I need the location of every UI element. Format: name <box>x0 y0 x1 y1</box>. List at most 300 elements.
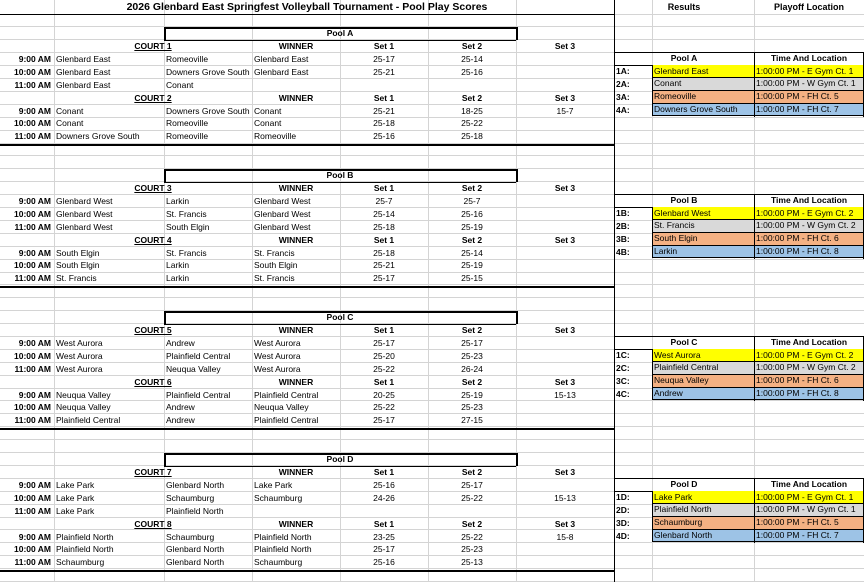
team-away[interactable]: Neuqua Valley <box>166 363 221 374</box>
team-home[interactable]: St. Francis <box>56 273 97 284</box>
team-away[interactable]: Plainfield Central <box>166 389 231 400</box>
team-home[interactable]: Conant <box>56 105 84 116</box>
set1-score[interactable]: 25-17 <box>373 53 395 64</box>
pool-box-border <box>516 169 518 182</box>
set1-score[interactable]: 25-16 <box>373 479 395 490</box>
time-location-header: Time And Location <box>770 195 848 206</box>
gridline-row <box>0 297 864 298</box>
set1-header: Set 1 <box>373 234 395 245</box>
court-header: COURT 3 <box>134 183 172 194</box>
match-winner[interactable]: West Aurora <box>254 350 301 361</box>
pool-box-border <box>164 27 166 40</box>
team-home[interactable]: West Aurora <box>56 363 103 374</box>
match-winner[interactable]: Glenbard West <box>254 221 311 232</box>
set2-score[interactable]: 25-17 <box>461 479 483 490</box>
match-winner[interactable]: Schaumburg <box>254 492 303 503</box>
set2-header: Set 2 <box>461 234 483 245</box>
set2-header: Set 2 <box>461 325 483 336</box>
team-home[interactable]: Lake Park <box>56 505 95 516</box>
team-away[interactable]: Romeoville <box>166 53 209 64</box>
playoff-time-location[interactable]: 1:00:00 PM - E Gym Ct. 2 <box>754 207 864 220</box>
set2-score[interactable] <box>428 79 516 92</box>
set2-score[interactable]: 25-17 <box>461 337 483 348</box>
match-winner[interactable]: South Elgin <box>254 260 298 271</box>
set2-score[interactable]: 25-23 <box>461 350 483 361</box>
seed-team[interactable]: Lake Park <box>652 491 754 504</box>
results-pool-header: Pool D <box>670 479 698 490</box>
team-away[interactable]: Schaumburg <box>166 492 215 503</box>
gridline-row <box>0 155 864 156</box>
seed-label: 1D: <box>616 492 630 503</box>
set1-score[interactable]: 25-16 <box>373 557 395 568</box>
match-time: 10:00 AM <box>13 402 51 413</box>
team-home[interactable]: Glenbard East <box>56 79 111 90</box>
team-home[interactable]: West Aurora <box>56 350 103 361</box>
set2-score[interactable]: 27-15 <box>461 415 483 426</box>
set2-header: Set 2 <box>461 467 483 478</box>
match-winner[interactable]: Conant <box>254 105 282 116</box>
set2-score[interactable]: 25-16 <box>461 208 483 219</box>
team-home[interactable]: Plainfield Central <box>56 415 121 426</box>
set3-header: Set 3 <box>554 325 576 336</box>
team-home[interactable]: Neuqua Valley <box>56 402 111 413</box>
seed-label: 2D: <box>616 504 630 515</box>
match-time: 9:00 AM <box>18 479 51 490</box>
match-time: 9:00 AM <box>18 337 51 348</box>
results-border <box>652 491 653 543</box>
pool-box-border <box>516 311 518 324</box>
set3-score[interactable] <box>516 79 614 92</box>
set3-header: Set 3 <box>554 92 576 103</box>
set1-score[interactable]: 25-17 <box>373 273 395 284</box>
results-border <box>652 65 653 117</box>
results-border <box>614 52 864 53</box>
set1-header: Set 1 <box>373 467 395 478</box>
set2-header: Set 2 <box>461 376 483 387</box>
playoff-time-location[interactable]: 1:00:00 PM - W Gym Ct. 2 <box>754 362 864 375</box>
results-pool-header: Pool C <box>670 337 698 348</box>
pool-box-border <box>164 311 166 324</box>
match-time: 11:00 AM <box>14 221 51 232</box>
set3-score[interactable] <box>516 272 614 285</box>
pool-section-divider <box>0 286 614 288</box>
pool-header: Pool C <box>326 312 354 323</box>
match-time: 9:00 AM <box>18 105 51 116</box>
match-time: 11:00 AM <box>14 557 51 568</box>
winner-header: WINNER <box>278 325 314 336</box>
set2-score[interactable]: 25-14 <box>461 247 483 258</box>
seed-team[interactable]: Plainfield Central <box>652 362 754 375</box>
set3-score[interactable] <box>516 130 614 143</box>
court-header: COURT 2 <box>134 92 172 103</box>
set1-score[interactable]: 25-21 <box>373 66 395 77</box>
playoff-time-location[interactable]: 1:00:00 PM - FH Ct. 7 <box>754 530 864 543</box>
match-winner[interactable]: Conant <box>254 118 282 129</box>
team-away[interactable]: Larkin <box>166 260 190 271</box>
set1-score[interactable]: 25-22 <box>373 363 395 374</box>
set2-score[interactable]: 18-25 <box>461 105 483 116</box>
seed-label: 3C: <box>616 375 630 386</box>
match-time: 9:00 AM <box>18 389 51 400</box>
team-home[interactable]: Glenbard East <box>56 53 111 64</box>
team-home[interactable]: Plainfield North <box>56 544 114 555</box>
match-winner[interactable] <box>252 79 340 92</box>
set3-header: Set 3 <box>554 518 576 529</box>
team-home[interactable]: Plainfield North <box>56 531 114 542</box>
set3-score[interactable] <box>516 117 614 130</box>
set3-score[interactable]: 15-13 <box>554 389 576 400</box>
playoff-time-location[interactable]: 1:00:00 PM - W Gym Ct. 2 <box>754 220 864 233</box>
set3-score[interactable] <box>516 363 614 376</box>
results-border <box>754 336 755 401</box>
set1-header: Set 1 <box>373 376 395 387</box>
seed-label: 3D: <box>616 517 630 528</box>
seed-team[interactable]: Andrew <box>652 388 754 401</box>
results-border <box>614 194 864 195</box>
pool-box-border <box>516 453 518 466</box>
set1-score[interactable]: 25-17 <box>373 544 395 555</box>
match-time: 11:00 AM <box>14 505 51 516</box>
set3-score[interactable] <box>516 259 614 272</box>
match-time: 11:00 AM <box>14 131 51 142</box>
winner-header: WINNER <box>278 376 314 387</box>
seed-team[interactable]: South Elgin <box>652 233 754 246</box>
set3-score[interactable] <box>516 414 614 427</box>
set3-score[interactable] <box>516 337 614 350</box>
sheet-title: 2026 Glenbard East Springfest Volleyball Tournament - Pool Play Scores <box>126 0 488 13</box>
team-away[interactable]: South Elgin <box>166 221 210 232</box>
team-away[interactable]: Glenbard North <box>166 557 225 568</box>
set1-score[interactable]: 25-7 <box>375 195 393 206</box>
pool-box-border <box>516 27 518 40</box>
court-header: COURT 4 <box>134 234 172 245</box>
results-pool-header: Pool A <box>670 53 698 64</box>
set2-header: Set 2 <box>461 183 483 194</box>
seed-label: 2C: <box>616 362 630 373</box>
set1-score[interactable]: 25-16 <box>373 131 395 142</box>
playoff-time-location[interactable]: 1:00:00 PM - W Gym Ct. 1 <box>754 78 864 91</box>
seed-team[interactable]: Larkin <box>652 246 754 259</box>
match-time: 10:00 AM <box>13 118 51 129</box>
court-header: COURT 7 <box>134 467 172 478</box>
set3-score[interactable] <box>516 350 614 363</box>
time-location-header: Time And Location <box>770 337 848 348</box>
team-away[interactable]: Downers Grove South <box>166 105 250 116</box>
match-winner[interactable]: Plainfield North <box>254 544 312 555</box>
set1-score[interactable]: 25-20 <box>373 350 395 361</box>
seed-team[interactable]: Schaumburg <box>652 517 754 530</box>
match-winner[interactable]: Romeoville <box>254 131 297 142</box>
match-winner[interactable]: Glenbard West <box>254 195 311 206</box>
set3-score[interactable]: 15-8 <box>556 531 574 542</box>
playoff-location-header: Playoff Location <box>773 1 844 12</box>
pool-section-divider <box>0 428 614 430</box>
playoff-time-location[interactable]: 1:00:00 PM - FH Ct. 8 <box>754 388 864 401</box>
set1-header: Set 1 <box>373 92 395 103</box>
time-location-header: Time And Location <box>770 53 848 64</box>
match-winner[interactable]: Schaumburg <box>254 557 303 568</box>
seed-label: 4B: <box>616 246 630 257</box>
team-away[interactable]: Andrew <box>166 337 195 348</box>
results-border <box>652 349 653 401</box>
playoff-time-location[interactable]: 1:00:00 PM - FH Ct. 6 <box>754 375 864 388</box>
set3-score[interactable]: 15-7 <box>556 105 574 116</box>
team-away[interactable]: Conant <box>166 79 194 90</box>
pool-box-border <box>164 453 166 466</box>
seed-team[interactable]: Conant <box>652 78 754 91</box>
seed-label: 4A: <box>616 104 630 115</box>
title-border <box>0 14 614 15</box>
team-home[interactable]: Lake Park <box>56 479 95 490</box>
match-time: 9:00 AM <box>18 531 51 542</box>
seed-team[interactable]: Downers Grove South <box>652 104 754 117</box>
winner-header: WINNER <box>278 92 314 103</box>
team-away[interactable]: Andrew <box>166 402 195 413</box>
team-home[interactable]: Glenbard West <box>56 208 113 219</box>
set3-score[interactable] <box>516 246 614 259</box>
pool-box-border <box>164 169 516 171</box>
time-location-header: Time And Location <box>770 479 848 490</box>
set1-score[interactable]: 25-21 <box>373 260 395 271</box>
set2-score[interactable]: 25-22 <box>461 492 483 503</box>
team-away[interactable]: Plainfield Central <box>166 350 231 361</box>
team-home[interactable]: Neuqua Valley <box>56 389 111 400</box>
set1-score[interactable] <box>340 505 428 518</box>
match-time: 10:00 AM <box>13 66 51 77</box>
set1-score[interactable]: 25-18 <box>373 221 395 232</box>
team-away[interactable]: Glenbard North <box>166 544 225 555</box>
match-winner[interactable]: Plainfield Central <box>254 389 319 400</box>
match-time: 10:00 AM <box>13 544 51 555</box>
playoff-time-location[interactable]: 1:00:00 PM - W Gym Ct. 1 <box>754 504 864 517</box>
set1-score[interactable]: 20-25 <box>373 389 395 400</box>
playoff-time-location[interactable]: 1:00:00 PM - FH Ct. 8 <box>754 246 864 259</box>
winner-header: WINNER <box>278 467 314 478</box>
set1-score[interactable]: 25-18 <box>373 247 395 258</box>
set1-score[interactable]: 23-25 <box>373 531 395 542</box>
match-time: 11:00 AM <box>14 79 51 90</box>
winner-header: WINNER <box>278 183 314 194</box>
set2-score[interactable]: 25-19 <box>461 389 483 400</box>
team-away[interactable]: Larkin <box>166 273 190 284</box>
pool-box-border <box>164 27 516 29</box>
match-winner[interactable]: Glenbard East <box>254 66 309 77</box>
set3-score[interactable] <box>516 221 614 234</box>
set3-header: Set 3 <box>554 183 576 194</box>
winner-header: WINNER <box>278 41 314 52</box>
seed-team[interactable]: Glenbard East <box>652 65 754 78</box>
team-home[interactable]: West Aurora <box>56 337 103 348</box>
set1-score[interactable] <box>340 79 428 92</box>
set1-header: Set 1 <box>373 325 395 336</box>
set2-score[interactable]: 25-23 <box>461 544 483 555</box>
team-home[interactable]: Glenbard West <box>56 221 113 232</box>
seed-label: 1A: <box>616 66 630 77</box>
match-winner[interactable]: Glenbard West <box>254 208 311 219</box>
team-home[interactable]: Schaumburg <box>56 557 105 568</box>
set3-score[interactable] <box>516 208 614 221</box>
team-home[interactable]: South Elgin <box>56 247 100 258</box>
playoff-time-location[interactable]: 1:00:00 PM - E Gym Ct. 1 <box>754 491 864 504</box>
set3-header: Set 3 <box>554 467 576 478</box>
match-time: 10:00 AM <box>13 208 51 219</box>
set3-score[interactable] <box>516 479 614 492</box>
set2-score[interactable]: 25-19 <box>461 260 483 271</box>
set3-score[interactable] <box>516 556 614 569</box>
team-away[interactable]: Downers Grove South <box>166 66 250 77</box>
set2-score[interactable]: 25-22 <box>461 531 483 542</box>
set1-header: Set 1 <box>373 518 395 529</box>
seed-label: 4D: <box>616 530 630 541</box>
seed-team[interactable]: Glenbard West <box>652 207 754 220</box>
set3-score[interactable] <box>516 543 614 556</box>
playoff-time-location[interactable]: 1:00:00 PM - FH Ct. 5 <box>754 91 864 104</box>
team-home[interactable]: Downers Grove South <box>56 131 140 142</box>
seed-label: 1B: <box>616 208 630 219</box>
seed-team[interactable]: Plainfield North <box>652 504 754 517</box>
seed-label: 3A: <box>616 91 630 102</box>
match-time: 10:00 AM <box>13 492 51 503</box>
team-away[interactable]: Larkin <box>166 195 190 206</box>
seed-team[interactable]: Glenbard North <box>652 530 754 543</box>
pool-header: Pool A <box>326 28 354 39</box>
set1-score[interactable]: 25-22 <box>373 402 395 413</box>
results-border <box>754 52 755 117</box>
match-winner[interactable]: St. Francis <box>254 273 295 284</box>
seed-team[interactable]: Romeoville <box>652 91 754 104</box>
winner-header: WINNER <box>278 234 314 245</box>
match-time: 11:00 AM <box>14 273 51 284</box>
pool-box-border <box>164 453 516 455</box>
playoff-time-location[interactable]: 1:00:00 PM - FH Ct. 5 <box>754 517 864 530</box>
results-border <box>614 478 864 479</box>
set3-score[interactable] <box>516 53 614 66</box>
gridline-row <box>0 439 864 440</box>
pool-box-border <box>164 311 516 313</box>
set2-score[interactable]: 25-14 <box>461 53 483 64</box>
pool-section-divider <box>0 144 614 146</box>
set2-header: Set 2 <box>461 92 483 103</box>
court-header: COURT 1 <box>134 41 172 52</box>
set3-score[interactable] <box>516 401 614 414</box>
set2-score[interactable]: 25-18 <box>461 131 483 142</box>
team-home[interactable]: South Elgin <box>56 260 100 271</box>
set2-header: Set 2 <box>461 518 483 529</box>
seed-label: 1C: <box>616 350 630 361</box>
results-border <box>652 207 653 259</box>
set2-score[interactable]: 25-7 <box>463 195 481 206</box>
set3-score[interactable] <box>516 505 614 518</box>
match-time: 9:00 AM <box>18 195 51 206</box>
match-winner[interactable]: Plainfield Central <box>254 415 319 426</box>
seed-team[interactable]: Neuqua Valley <box>652 375 754 388</box>
match-time: 10:00 AM <box>13 350 51 361</box>
court-header: COURT 5 <box>134 325 172 336</box>
results-header: Results <box>667 1 701 12</box>
match-time: 11:00 AM <box>14 415 51 426</box>
set3-score[interactable] <box>516 195 614 208</box>
team-away[interactable]: Plainfield North <box>166 505 224 516</box>
playoff-time-location[interactable]: 1:00:00 PM - FH Ct. 6 <box>754 233 864 246</box>
team-away[interactable]: Glenbard North <box>166 479 225 490</box>
pool-header: Pool B <box>326 170 354 181</box>
playoff-time-location[interactable]: 1:00:00 PM - FH Ct. 7 <box>754 104 864 117</box>
set3-score[interactable]: 15-13 <box>554 492 576 503</box>
set3-header: Set 3 <box>554 234 576 245</box>
team-away[interactable]: Schaumburg <box>166 531 215 542</box>
seed-team[interactable]: St. Francis <box>652 220 754 233</box>
set2-score[interactable]: 25-13 <box>461 557 483 568</box>
team-home[interactable]: Glenbard East <box>56 66 111 77</box>
match-time: 9:00 AM <box>18 247 51 258</box>
set3-header: Set 3 <box>554 376 576 387</box>
set2-score[interactable]: 25-22 <box>461 118 483 129</box>
court-header: COURT 6 <box>134 376 172 387</box>
set2-score[interactable] <box>428 505 516 518</box>
match-winner[interactable]: Neuqua Valley <box>254 402 309 413</box>
team-away[interactable]: Romeoville <box>166 131 209 142</box>
set2-score[interactable]: 25-23 <box>461 402 483 413</box>
set2-score[interactable]: 25-16 <box>461 66 483 77</box>
match-winner[interactable]: Glenbard East <box>254 53 309 64</box>
match-winner[interactable]: West Aurora <box>254 363 301 374</box>
set3-score[interactable] <box>516 66 614 79</box>
winner-header: WINNER <box>278 518 314 529</box>
seed-label: 4C: <box>616 388 630 399</box>
set1-score[interactable]: 25-21 <box>373 105 395 116</box>
playoff-time-location[interactable]: 1:00:00 PM - E Gym Ct. 2 <box>754 349 864 362</box>
set2-score[interactable]: 25-19 <box>461 221 483 232</box>
team-away[interactable]: St. Francis <box>166 208 207 219</box>
team-home[interactable]: Lake Park <box>56 492 95 503</box>
match-winner[interactable]: West Aurora <box>254 337 301 348</box>
team-away[interactable]: Andrew <box>166 415 195 426</box>
set1-header: Set 1 <box>373 183 395 194</box>
court-header: COURT 8 <box>134 518 172 529</box>
seed-label: 2A: <box>616 78 630 89</box>
match-winner[interactable]: Plainfield North <box>254 531 312 542</box>
set1-header: Set 1 <box>373 41 395 52</box>
match-winner[interactable]: Lake Park <box>254 479 293 490</box>
pool-section-divider <box>0 570 614 572</box>
seed-team[interactable]: West Aurora <box>652 349 754 362</box>
set1-score[interactable]: 25-14 <box>373 208 395 219</box>
seed-label: 2B: <box>616 220 630 231</box>
playoff-time-location[interactable]: 1:00:00 PM - E Gym Ct. 1 <box>754 65 864 78</box>
set1-score[interactable]: 25-17 <box>373 337 395 348</box>
set3-header: Set 3 <box>554 41 576 52</box>
team-home[interactable]: Glenbard West <box>56 195 113 206</box>
team-away[interactable]: St. Francis <box>166 247 207 258</box>
results-border <box>754 478 755 543</box>
set2-score[interactable]: 26-24 <box>461 363 483 374</box>
match-time: 11:00 AM <box>14 363 51 374</box>
set2-score[interactable]: 25-15 <box>461 273 483 284</box>
set1-score[interactable]: 24-26 <box>373 492 395 503</box>
match-winner[interactable]: St. Francis <box>254 247 295 258</box>
pool-box-border <box>164 169 166 182</box>
set1-score[interactable]: 25-18 <box>373 118 395 129</box>
set1-score[interactable]: 25-17 <box>373 415 395 426</box>
team-away[interactable]: Romeoville <box>166 118 209 129</box>
seed-label: 3B: <box>616 233 630 244</box>
match-time: 9:00 AM <box>18 53 51 64</box>
match-winner[interactable] <box>252 505 340 518</box>
results-pool-header: Pool B <box>670 195 698 206</box>
team-home[interactable]: Conant <box>56 118 84 129</box>
pool-header: Pool D <box>326 454 354 465</box>
match-time: 10:00 AM <box>13 260 51 271</box>
